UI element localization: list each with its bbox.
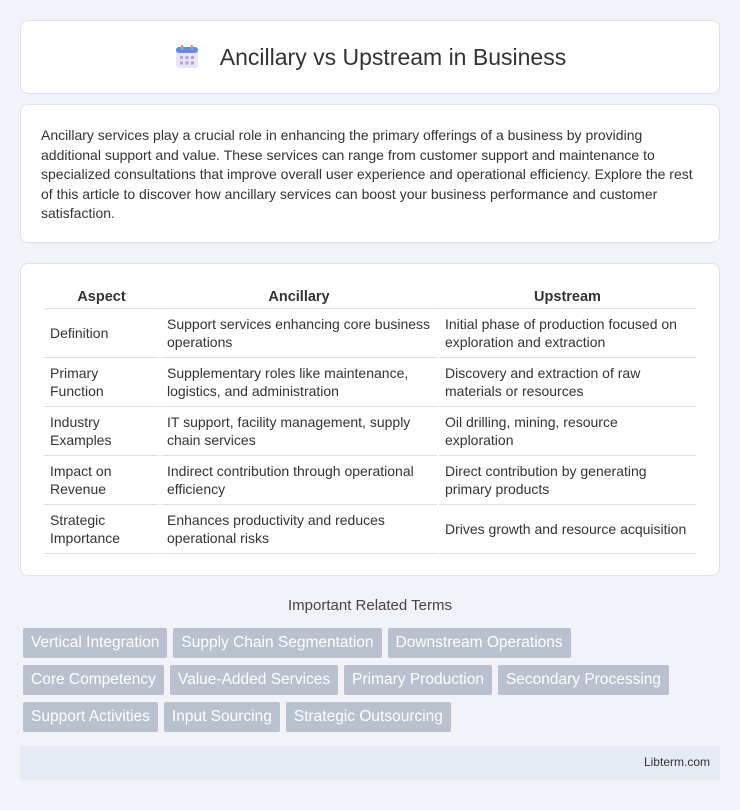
term-tag-supply-chain-segmentation[interactable]: Supply Chain Segmentation — [173, 628, 381, 658]
intro-card — [20, 104, 720, 243]
page-title: Ancillary vs Upstream in Business — [219, 43, 567, 70]
footer-site-link[interactable]: Libterm.com — [643, 755, 710, 769]
cell-upstream: Direct contribution by generating primary products — [439, 456, 696, 505]
table-header-row — [44, 285, 696, 309]
calendar-icon — [174, 44, 200, 70]
table-row — [44, 505, 696, 554]
table-row — [44, 309, 696, 358]
term-row — [23, 665, 723, 695]
cell-aspect: Industry Examples — [44, 407, 159, 456]
cell-aspect: Strategic Importance — [44, 505, 159, 554]
comparison-table — [42, 285, 698, 554]
cell-upstream: Oil drilling, mining, resource exploration — [439, 407, 696, 456]
cell-ancillary: Enhances productivity and reduces operational risks — [161, 505, 437, 554]
cell-aspect: Definition — [44, 309, 159, 358]
header-upstream: Upstream — [439, 285, 696, 309]
term-tag-input-sourcing[interactable]: Input Sourcing — [164, 702, 280, 732]
header-aspect: Aspect — [44, 285, 159, 309]
header-ancillary: Ancillary — [161, 285, 437, 309]
term-tag-secondary-processing[interactable]: Secondary Processing — [498, 665, 669, 695]
cell-ancillary: IT support, facility management, supply chain services — [161, 407, 437, 456]
term-tag-value-added-services[interactable]: Value-Added Services — [170, 665, 338, 695]
cell-ancillary: Indirect contribution through operational efficiency — [161, 456, 437, 505]
term-tag-primary-production[interactable]: Primary Production — [344, 665, 492, 695]
term-tag-downstream-operations[interactable]: Downstream Operations — [388, 628, 571, 658]
table-row — [44, 407, 696, 456]
cell-ancillary: Supplementary roles like maintenance, logistics, and administration — [161, 358, 437, 407]
term-row — [23, 702, 723, 732]
term-tag-core-competency[interactable]: Core Competency — [23, 665, 164, 695]
table-row — [44, 358, 696, 407]
footer — [20, 746, 720, 780]
related-terms-title: Important Related Terms — [288, 597, 452, 614]
cell-upstream: Drives growth and resource acquisition — [439, 505, 696, 554]
cell-upstream: Discovery and extraction of raw materials or resources — [439, 358, 696, 407]
cell-upstream: Initial phase of production focused on exploration and extraction — [439, 309, 696, 358]
term-tag-vertical-integration[interactable]: Vertical Integration — [23, 628, 167, 658]
cell-ancillary: Support services enhancing core business operations — [161, 309, 437, 358]
table-row — [44, 456, 696, 505]
cell-aspect: Primary Function — [44, 358, 159, 407]
term-tag-support-activities[interactable]: Support Activities — [23, 702, 158, 732]
cell-aspect: Impact on Revenue — [44, 456, 159, 505]
intro-paragraph: Ancillary services play a crucial role in enhancing the primary offerings of a business by providing additional support and value. These services can range from customer support and maintenance to specialized consultations that improve overall user experience and operational efficiency. Explore the rest of this article to discover how ancillary services can boost your business performance and customer satisfaction. — [41, 127, 693, 222]
term-tag-strategic-outsourcing[interactable]: Strategic Outsourcing — [286, 702, 451, 732]
term-row — [23, 628, 723, 658]
header-card — [20, 20, 720, 94]
related-terms-list — [23, 628, 723, 739]
comparison-card — [20, 263, 720, 576]
